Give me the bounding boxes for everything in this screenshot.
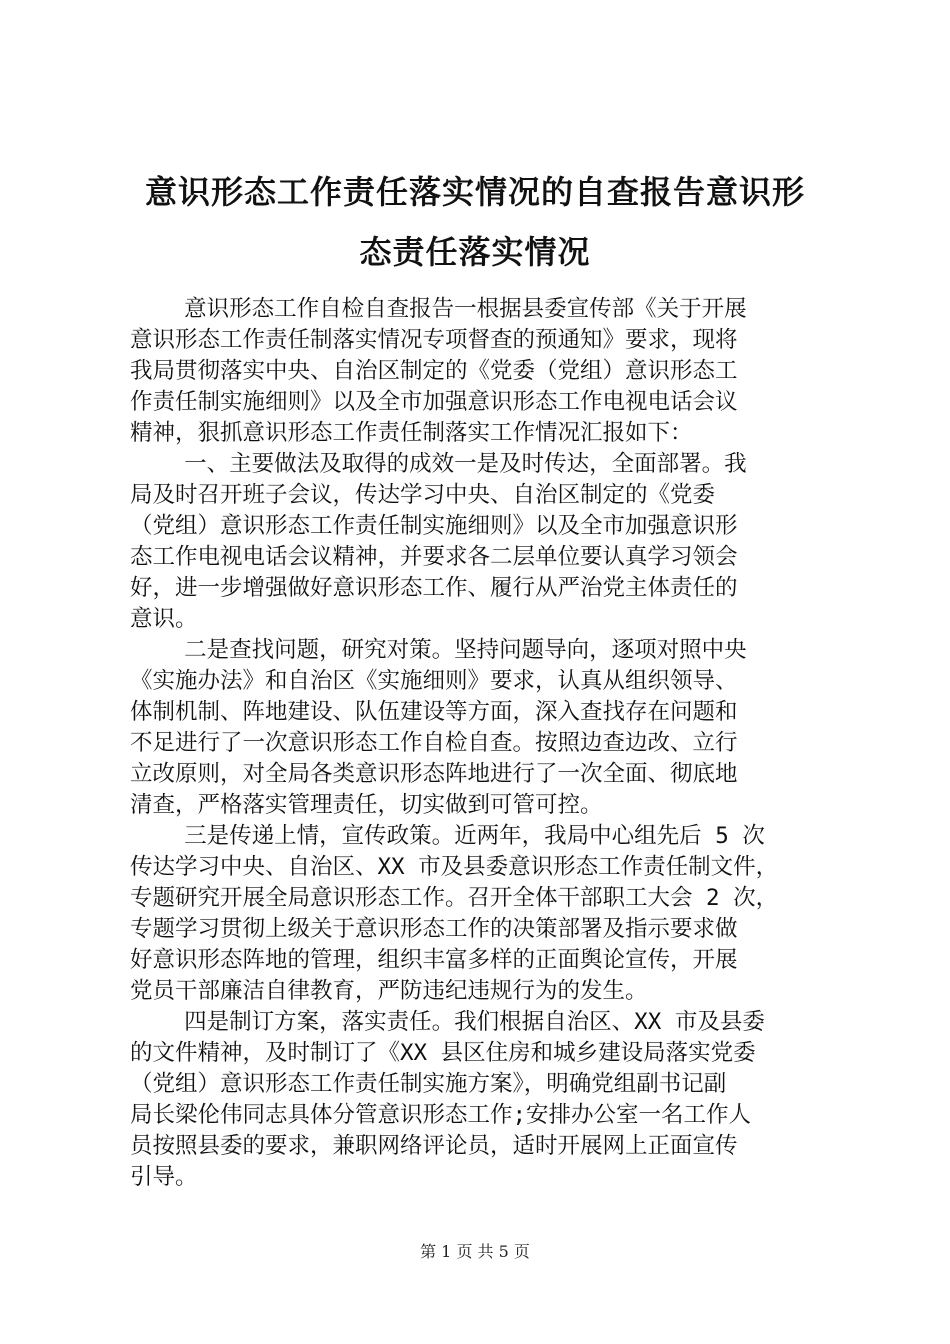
text-line: 态工作电视电话会议精神，并要求各二层单位要认真学习领会: [130, 544, 738, 570]
text-line: 精神，狠抓意识形态工作责任制落实工作情况汇报如下：: [130, 420, 693, 446]
text-line: 传达学习中央、自治区、XX 市及县委意识形态工作责任制文件，: [130, 854, 779, 880]
text-line: 不足进行了一次意识形态工作自检自查。按照边查边改、立行: [130, 730, 738, 756]
text-line: 好，进一步增强做好意识形态工作、履行从严治党主体责任的: [130, 575, 738, 601]
text-line: 专题学习贯彻上级关于意识形态工作的决策部署及指示要求做: [130, 916, 738, 942]
text-line: 意识形态工作自检自查报告一根据县委宣传部《关于开展: [130, 296, 747, 322]
text-line: 二是查找问题，研究对策。坚持问题导向，逐项对照中央: [130, 637, 747, 663]
paragraph-section-3: [130, 821, 830, 1007]
text-line: 局及时召开班子会议，传达学习中央、自治区制定的《党委: [130, 482, 716, 508]
title-line: 意识形态工作责任落实情况的自查报告意识形: [144, 173, 805, 211]
text-line: 局长梁伦伟同志具体分管意识形态工作;安排办公室一名工作人: [130, 1102, 752, 1128]
text-line: 好意识形态阵地的管理，组织丰富多样的正面舆论宣传，开展: [130, 947, 738, 973]
text-line: 《实施办法》和自治区《实施细则》要求，认真从组织领导、: [130, 668, 738, 694]
text-line: 意识形态工作责任制落实情况专项督查的预通知》要求，现将: [130, 327, 738, 353]
document-body: [130, 294, 830, 1193]
text-line: 员按照县委的要求，兼职网络评论员，适时开展网上正面宣传: [130, 1133, 738, 1159]
text-line: 引导。: [130, 1164, 198, 1190]
text-line: （党组）意识形态工作责任制实施方案》，明确党组副书记副: [130, 1071, 727, 1097]
text-line: 专题研究开展全局意识形态工作。召开全体干部职工大会 2 次，: [130, 885, 779, 911]
paragraph-section-4: [130, 1007, 830, 1193]
title-line: 态责任落实情况: [359, 233, 591, 271]
text-line: 体制机制、阵地建设、队伍建设等方面，深入查找存在问题和: [130, 699, 738, 725]
page-title: [110, 162, 840, 282]
text-line: 四是制订方案，落实责任。我们根据自治区、XX 市及县委: [130, 1009, 765, 1035]
text-line: 我局贯彻落实中央、自治区制定的《党委（党组）意识形态工: [130, 358, 738, 384]
text-line: 清查，严格落实管理责任，切实做到可管可控。: [130, 792, 603, 818]
text-line: 一、主要做法及取得的成效一是及时传达，全面部署。我: [130, 451, 747, 477]
page-number-footer: 第 1 页 共 5 页: [420, 1242, 530, 1261]
text-line: （党组）意识形态工作责任制实施细则》以及全市加强意识形: [130, 513, 738, 539]
text-line: 党员干部廉洁自律教育，严防违纪违规行为的发生。: [130, 978, 648, 1004]
text-line: 作责任制实施细则》以及全市加强意识形态工作电视电话会议: [130, 389, 738, 415]
paragraph-section-1: [130, 449, 830, 635]
text-line: 的文件精神，及时制订了《XX 县区住房和城乡建设局落实党委: [130, 1040, 756, 1066]
text-line: 立改原则，对全局各类意识形态阵地进行了一次全面、彻底地: [130, 761, 738, 787]
text-line: 三是传递上情，宣传政策。近两年，我局中心组先后 5 次: [130, 823, 765, 849]
paragraph-section-2: [130, 635, 830, 821]
paragraph-intro: [130, 294, 830, 449]
text-line: 意识。: [130, 606, 198, 632]
